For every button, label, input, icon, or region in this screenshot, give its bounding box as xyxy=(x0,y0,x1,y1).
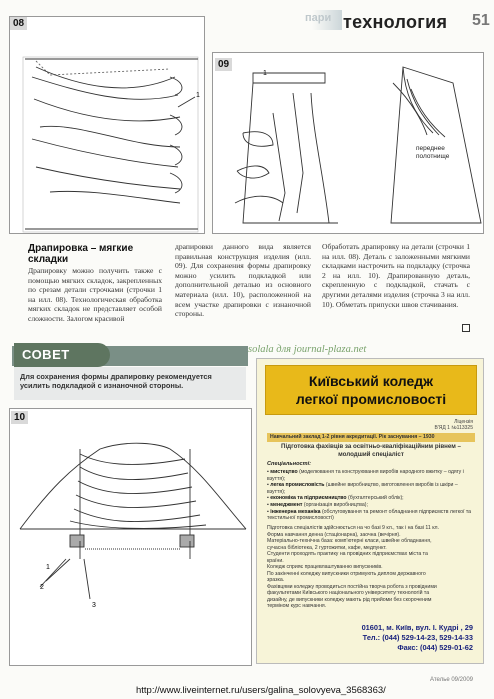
lining-assembly-drawing xyxy=(10,409,253,667)
ad-fax: Факс: (044) 529-01-62 xyxy=(397,643,473,652)
figure-number: 10 xyxy=(11,411,28,424)
figure-number: 08 xyxy=(10,17,27,30)
ad-body-line: Матеріально-технічна база: комп'ютерні класи, швейне обладнання, xyxy=(267,538,432,544)
ad-body-line: країни. xyxy=(267,557,284,564)
specialty-item: ▪ легка промисловість (швейне виробництво, виготовлення виробів із шкіри – взуття); xyxy=(267,482,458,495)
ad-license: Ліцензія В'ЯД 1 №113325 xyxy=(434,419,473,431)
article-column-1: Драпировку можно получить также с помощью мягких складок, закрепленных по срезам детали строчками (строчки 1 на илл. 08). Технологическая обработка мягких складок не представляет особой сложности. Залогом красивой xyxy=(28,266,162,323)
figure-number: 09 xyxy=(215,58,232,71)
magazine-footer: Ателье 09/2009 xyxy=(430,677,474,683)
specialty-item: ▪ менеджмент (організація виробництва); xyxy=(267,501,368,508)
marker-1: 1 xyxy=(263,70,267,77)
section-title: технология xyxy=(343,12,448,32)
article-heading: Драпировка – мягкие складки xyxy=(28,243,134,265)
ad-address: 01601, м. Київ, вул. І. Кудрі , 29 xyxy=(361,623,473,632)
ad-specialties-title: Спеціальності: xyxy=(267,461,312,467)
ad-body-line: сучасна бібліотека, 2 гуртожитки, кафе, медпункт. xyxy=(267,544,387,551)
article-column-3: Обработать драпировку на детали (строчки 1 на илл. 08). Деталь с заложенными мягкими складками настрочить на подкладку (строчка 2 на илл. 10). Драпированную деталь, скрепленную с подкладкой, стачать с другими деталями изделия (строчка 3 на илл. 10). Обметать припуски швов стачивания. xyxy=(322,242,470,309)
end-of-article-icon xyxy=(462,324,470,332)
ad-body-line: дизайну, де випускники коледжу мають рід прийоми без скороченим xyxy=(267,596,432,603)
ad-body-line: факультетами Київського національного університету технологій та xyxy=(267,590,430,596)
ad-body-line: зразка. xyxy=(267,577,285,583)
article-column-2: драпировки данного вида является правильная конструкция изделия (илл. 09). Для сохранения формы драпировку можно усилить подкладкой или дополнительной деталью из основного материала (илл. 10), расположенной на всем участке драпировки с изнаночной стороны. xyxy=(175,242,311,319)
ad-body-line: Студенти проходять практику на провідних підприємствах міста та xyxy=(267,551,428,557)
figure-09 xyxy=(212,52,484,234)
marker-3: 3 xyxy=(92,602,96,609)
ad-body-line: Коледж сприяє працевлаштуванню випускників. xyxy=(267,564,383,570)
ad-body-line: Фахівцями коледжу проводиться постійна творча робота з провідними xyxy=(267,583,437,590)
ad-body xyxy=(267,525,475,610)
header-ghost-text: пари xyxy=(305,12,332,24)
page-number: 51 xyxy=(472,12,490,29)
ad-accreditation-text: Навчальний заклад 1-2 рівня акредитації. Рік заснування – 1930 xyxy=(270,434,435,440)
ad-accreditation xyxy=(267,433,475,442)
college-advertisement xyxy=(256,358,484,664)
advice-text: Для сохранения формы драпировку рекомендуется усилить подкладкой с изнаночной стороны. xyxy=(14,367,246,400)
ad-contacts xyxy=(362,623,473,653)
figure-10 xyxy=(9,408,252,666)
specialty-item: ▪ економіка та підприємництво (бухгалтерський облік); xyxy=(267,495,404,502)
ad-specialties xyxy=(267,469,475,522)
ad-training: Підготовка фахівців за освітньо-кваліфікаційним рівнем – молодший спеціаліст xyxy=(281,443,461,458)
ad-body-line: Підготовка спеціалістів здійснюється на чо базі 9 кл., так і на базі 11 кл. xyxy=(267,525,440,531)
ad-body-line: По закінченні коледжу випускники отримують диплом державного xyxy=(267,570,426,577)
advice-title: СОВЕТ xyxy=(14,343,110,367)
ad-body-line: Форма навчання денна (стаціонарна), заочна (вечірня). xyxy=(267,531,401,538)
marker-1: 1 xyxy=(46,564,50,571)
marker-1: 1 xyxy=(196,92,200,99)
specialty-item: ▪ мистецтво (моделювання та конструювання виробів народного вжитку – одягу і взуття); xyxy=(267,469,464,482)
figure-08 xyxy=(9,16,205,234)
skirt-folds-drawing xyxy=(10,17,206,235)
draped-skirt-pattern xyxy=(213,53,485,235)
front-panel-label: переднее полотнище xyxy=(416,145,450,160)
source-url[interactable]: http://www.liveinternet.ru/users/galina_solovyeva_3568363/ xyxy=(136,685,386,696)
watermark: solala для journal-plaza.net xyxy=(248,344,367,355)
ad-phone: Тел.: (044) 529-14-23, 529-14-33 xyxy=(362,633,473,642)
ad-title xyxy=(265,365,477,415)
ad-body-line: терміном курс навчання. xyxy=(267,603,327,609)
specialty-item: ▪ інженерна механіка (обслуговування та ремонт обладнання підприємств легкої та текстильної промисловості) xyxy=(267,508,472,522)
ad-title-line-1: Київський коледж xyxy=(308,373,434,389)
ad-title-line-2: легкої промисловості xyxy=(295,391,447,407)
marker-2: 2 xyxy=(40,584,44,591)
